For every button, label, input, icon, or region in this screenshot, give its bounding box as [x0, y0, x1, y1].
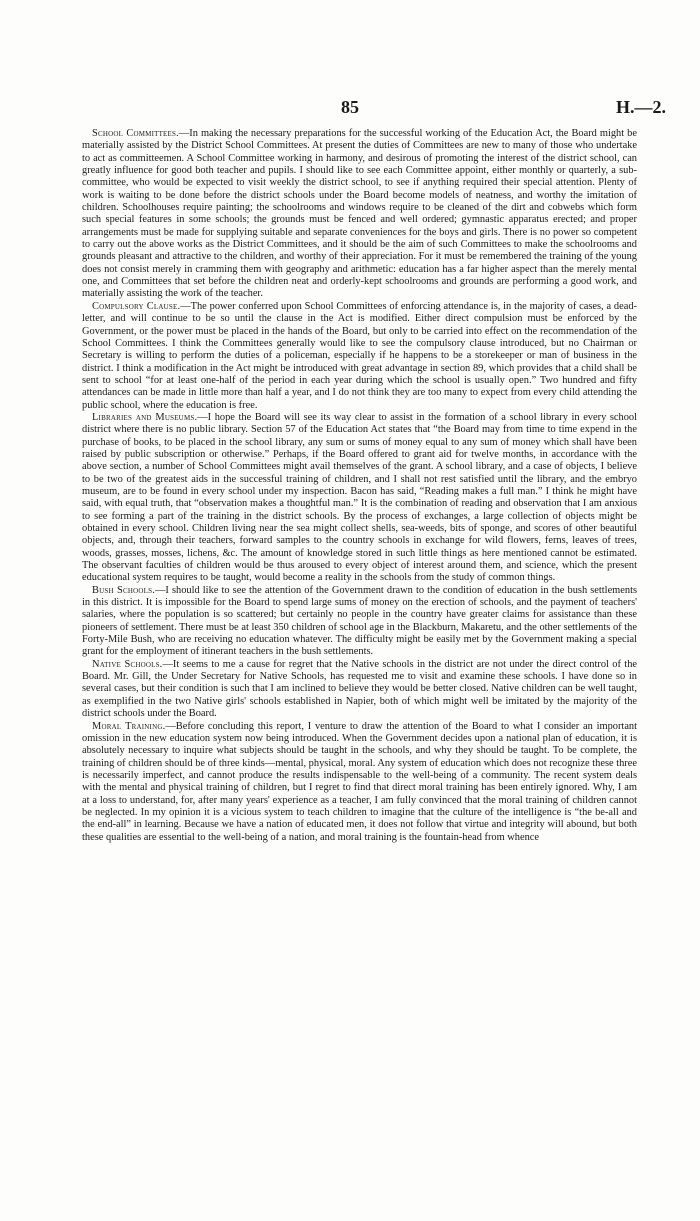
- paragraph-text: —Before concluding this report, I venture to draw the attention of the Board to what I consider an important omission in the new education system now being introduced. When the Government decides upon a national plan of education, it is absolutely necessary to inquire what subjects should be taught in the schools, and why they should be taught. To be complete, the training of children should be of three kinds—mental, physical, moral. Any system of education which does not recognize these three is necessarily imperfect, and cannot produce the results indispensable to the well-being of a community. The recent system deals with the mental and physical training of children, but I regret to find that direct moral training has been entirely ignored. Why, I am at a loss to understand, for, after many years' experience as a teacher, I am fully convinced that the moral training of children cannot be neglected. In my opinion it is a vicious system to teach children to imagine that the culture of the intelligence is “the be-all and the end-all” in learning. Because we have a nation of educated men, it does not follow that virtue and integrity will abound, but both these qualities are essential to the well-being of a nation, and moral training is the fountain-head from whence: [82, 720, 638, 843]
- paragraph-school-committees: [82, 128, 637, 301]
- paragraph-compulsory-clause: [82, 301, 637, 412]
- report-body: [82, 128, 637, 844]
- paragraph-text: —The power conferred upon School Committees of enforcing attendance is, in the majority of cases, a dead-letter, and will continue to be so until the clause in the Act is modified. Either direct compulsion must be enforced by the Government, or the power must be placed in the hands of the Board, but only to be carried into effect on the recommendation of the School Committees. I think the Committees generally would like to see the compulsory clause introduced, but no Chairman or Secretary is willing to perform the duties of a policeman, especially if he happens to be a storekeeper or man of business in the district. I think a modification in the Act might be introduced with great advantage in section 89, which provides that a child shall be sent to school “for at least one-half of the period in each year during which the school is usually open.” Two hundred and fifty attendances can be made in little more than half a year, and I do not think they are too many to expect from every child attending the public school, where the education is free.: [82, 300, 637, 411]
- paragraph-text: —It seems to me a cause for regret that the Native schools in the district are not under the direct control of the Board. Mr. Gill, the Under Secretary for Native Schools, has requested me to visit and examine these schools. I have done so in several cases, but their condition is such that I am inclined to believe they would be better closed. Native children can be well taught, as exemplified in the two Native girls' schools established in Napier, both of which might well be imitated by the majority of the district schools under the Board.: [82, 658, 637, 720]
- paragraph-text: —In making the necessary preparations for the successful working of the Education Act, the Board might be materially assisted by the District School Committees. At present the duties of Committees are new to many of those who undertake to act as committeemen. A School Committee working in harmony, and desirous of promoting the interest of the district school, can greatly influence for good both teacher and pupils. I should like to see each Committee appoint, either monthly or quarterly, a sub-committee, who would be expected to visit weekly the district school, to see if anything required their special attention. Plenty of work is waiting to be done before the district schools under the Board become models of neatness, and worthy the imitation of children. Schoolhouses require painting; the schoolrooms and windows require to be cleaned of the dirt and cobwebs which form such special features in some schools; the grounds must be fenced and well ordered; gymnastic apparatus erected; and proper arrangements must be made for supplying suitable and separate conveniences for the boys and girls. There is no power so competent to carry out the above works as the District Committees, and it should be the aim of such Committees to make the schoolrooms and grounds pleasant and attractive to the children, and worthy of their appreciation. For it must be remembered the training of the young does not consist merely in cramming them with geography and arithmetic: education has a far higher aspect than the merely mental one, and Committees that set before the children neat and orderly-kept schoolrooms and grounds are performing a good work, and materially assisting the work of the teacher.: [82, 128, 637, 300]
- paragraph-libraries-and-museums: [82, 412, 637, 585]
- page-number: 85: [341, 97, 359, 117]
- paragraph-heading: Native Schools.: [92, 658, 163, 670]
- paragraph-heading: Libraries and Museums.: [92, 411, 198, 423]
- paragraph-bush-schools: [82, 585, 637, 659]
- paragraph-text: —I should like to see the attention of the Government drawn to the condition of education in the bush settlements in this district. It is impossible for the Board to spend large sums of money on the erection of schools, and the payment of teachers' salaries, where the population is so scattered; but certainly no people in the country have greater claims for assistance than these pioneers of settlement. There must be at least 350 children of school age in the Blackburn, Makaretu, and the other settlements of the Forty-Mile Bush, who are receiving no education whatever. The difficulty might be easily met by the Government making a special grant for the employment of itinerant teachers in the bush settlements.: [82, 584, 637, 658]
- paragraph-heading: Moral Training.: [92, 720, 166, 732]
- paragraph-heading: Bush Schools.: [92, 584, 156, 596]
- paragraph-moral-training: [82, 721, 637, 844]
- document-reference: H.—2.: [615, 97, 666, 117]
- paragraph-text: —I hope the Board will see its way clear to assist in the formation of a school library in every school district where there is no public library. Section 57 of the Education Act states that “the Board may from time to time expend in the purchase of books, to be placed in the school library, any sum or sums of money equal to any sum of money which shall have been raised by public subscription or otherwise.” Perhaps, if the Board offered to grant aid for twelve months, in accordance with the above section, a number of School Committees might avail themselves of the grant. A school library, and a case of objects, I believe to be two of the greatest aids in the successful training of children, and I shall not rest satisfied until the library, and the embryo museum, are to be found in every school under my inspection. Bacon has said, “Reading makes a full man.” I think he might have said, with equal truth, that “observation makes a thoughtful man.” It is the combination of reading and observation that I am anxious to see forming a part of the training in the district schools. By the process of exchanges, a large collection of objects might be obtained in every school. Children living near the sea might collect shells, sea-weeds, bits of sponge, and scores of other beautiful objects, and, through their teachers, forward samples to the country schools in exchange for wild flowers, ferns, leaves of trees, woods, grasses, mosses, lichens, &c. The amount of knowledge stored in such little things as here mentioned cannot be estimated. The observant faculties of children would be thus aroused to every object of interest around them, and science, which the present educational system requires to be taught, would become a reality in the schools from the study of common things.: [82, 411, 638, 584]
- paragraph-heading: School Committees.: [92, 128, 179, 139]
- paragraph-heading: Compulsory Clause.: [92, 300, 181, 312]
- paragraph-native-schools: [82, 659, 637, 721]
